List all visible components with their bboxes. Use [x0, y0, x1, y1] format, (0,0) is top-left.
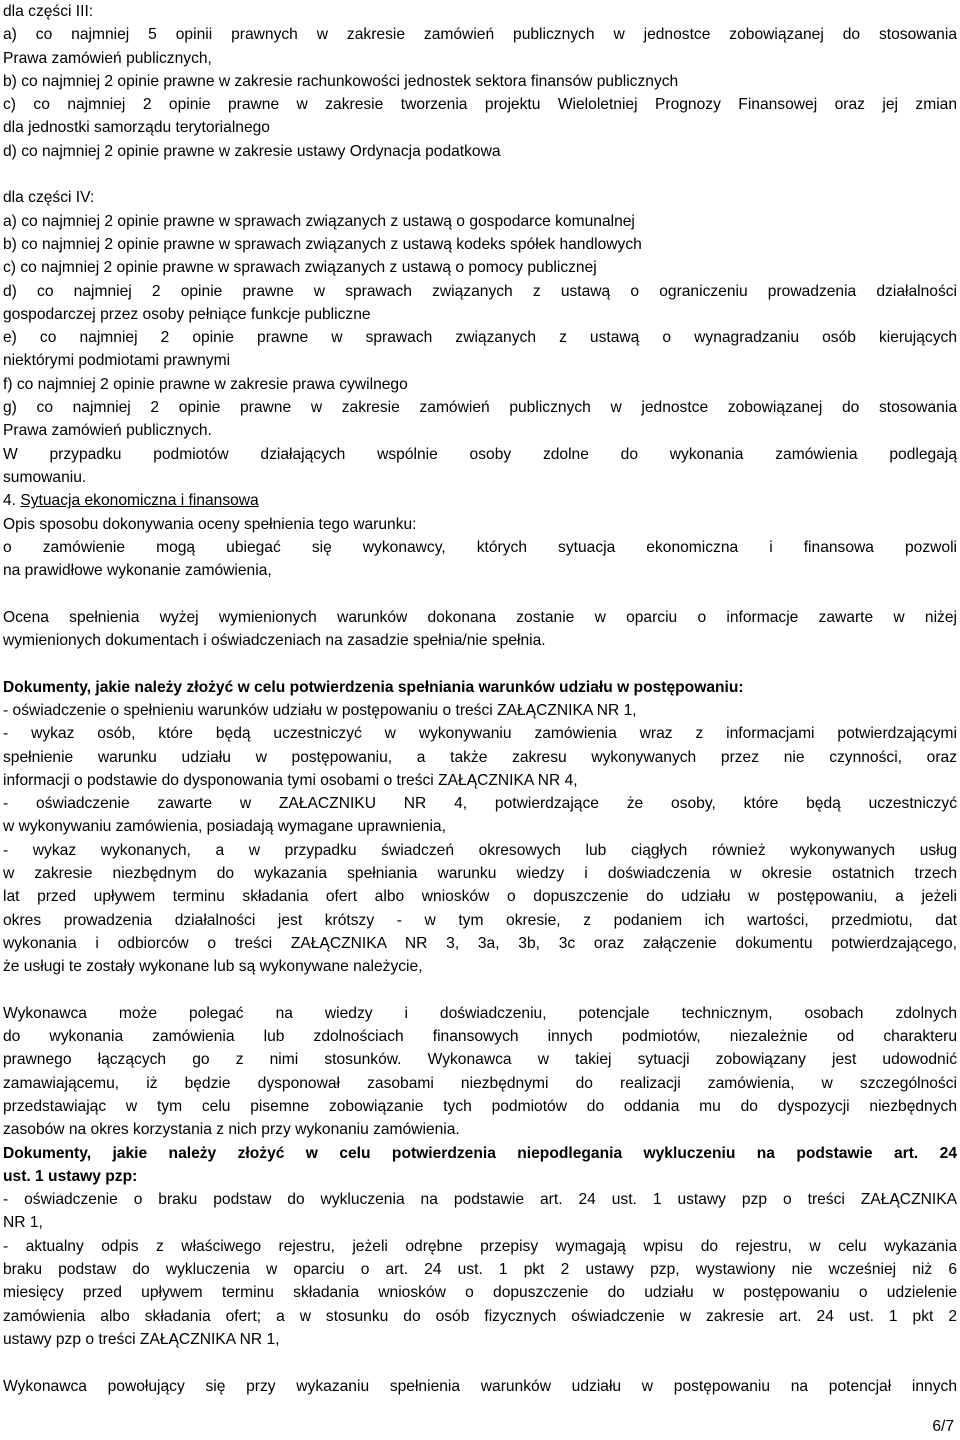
doc-exclusion-line-4: braku podstaw do wykluczenia w oparciu o art. 24 ust. 1 pkt 2 ustawy pzp, wystawiony nie wcześniej niż 6	[3, 1261, 957, 1279]
part4-line-g2: Prawa zamówień publicznych.	[3, 422, 212, 440]
doc-participation-line-7: - wykaz wykonanych, a w przypadku świadczeń okresowych lub ciągłych również wykonywanych usług	[3, 841, 957, 859]
reliance-line-4: zamawiającemu, iż będzie dysponował zasobami niezbędnymi do realizacji zamówienia, w szczególności	[3, 1074, 957, 1092]
section4-description-1: o zamówienie mogą ubiegać się wykonawcy, których sytuacja ekonomiczna i finansowa pozwoli	[3, 538, 957, 556]
reliance-line-6: zasobów na okres korzystania z nich przy wykonaniu zamówienia.	[3, 1121, 460, 1139]
documents-participation-heading: Dokumenty, jakie należy złożyć w celu potwierdzenia spełniania warunków udziału w postępowaniu:	[3, 678, 744, 696]
doc-exclusion-line-7: ustawy pzp o treści ZAŁĄCZNIKA NR 1,	[3, 1330, 280, 1348]
doc-exclusion-line-6: zamówienia albo składania ofert; a w stosunku do osób fizycznych oświadczenie w zakresie art. 24 ust. 1 pkt 2	[3, 1307, 957, 1325]
part4-consortium-1: W przypadku podmiotów działających wspólnie osoby zdolne do wykonania zamówienia podlegają	[3, 445, 957, 463]
doc-participation-line-8: w zakresie niezbędnym do wykazania spełniania warunku wiedzy i doświadczenia w okresie ostatnich trzech	[3, 864, 957, 882]
doc-participation-line-12: że usługi te zostały wykonane lub są wykonywane należycie,	[3, 958, 423, 976]
section4-description-2: na prawidłowe wykonanie zamówienia,	[3, 562, 272, 580]
reliance-line-2: do wykonania zamówienia lub zdolnościach finansowych innych podmiotów, niezależnie od charakteru	[3, 1028, 957, 1046]
doc-participation-line-10: okres prowadzenia działalności jest krótszy - w tym okresie, z podaniem ich wartości, przedmiotu, dat	[3, 911, 957, 929]
part3-line-a2: Prawa zamówień publicznych,	[3, 49, 212, 67]
spacer	[3, 582, 957, 605]
doc-participation-line-9: lat przed upływem terminu składania ofert albo wniosków o dopuszczenie do udziału w postępowaniu, a jeżeli	[3, 888, 957, 906]
section4-description-label: Opis sposobu dokonywania oceny spełnienia tego warunku:	[3, 515, 417, 533]
final-line: Wykonawca powołujący się przy wykazaniu spełnienia warunków udziału w postępowaniu na potencjał innych	[3, 1377, 957, 1395]
doc-participation-line-5: - oświadczenie zawarte w ZAŁACZNIKU NR 4, potwierdzające że osoby, które będą uczestniczyć	[3, 795, 957, 813]
doc-exclusion-line-1: - oświadczenie o braku podstaw do wykluczenia na podstawie art. 24 ust. 1 ustawy pzp o treści ZAŁĄCZNIKA	[3, 1191, 957, 1209]
part4-line-c: c) co najmniej 2 opinie prawne w sprawach związanych z ustawą o pomocy publicznej	[3, 259, 597, 277]
evaluation-line-1: Ocena spełnienia wyżej wymienionych warunków dokonana zostanie w oparciu o informacje zawarte w niżej	[3, 608, 957, 626]
doc-participation-line-2: - wykaz osób, które będą uczestniczyć w wykonywaniu zamówienia wraz z informacjami potwierdzającymi	[3, 725, 957, 743]
doc-exclusion-line-5: miesięcy przed upływem terminu składania wniosków o dopuszczenie do udziału w postępowaniu o udzielenie	[3, 1284, 957, 1302]
part4-line-f: f) co najmniej 2 opinie prawne w zakresie prawa cywilnego	[3, 375, 408, 393]
section4-number: 4.	[3, 492, 17, 510]
spacer	[3, 163, 957, 186]
reliance-line-3: prawnego łączących go z nimi stosunków. Wykonawca w takiej sytuacji zobowiązany jest udowodnić	[3, 1051, 957, 1069]
part4-heading: dla części IV:	[3, 189, 95, 207]
reliance-line-1: Wykonawca może polegać na wiedzy i doświadczeniu, potencjale technicznym, osobach zdolnych	[3, 1004, 957, 1022]
doc-exclusion-line-3: - aktualny odpis z właściwego rejestru, jeżeli odrębne przepisy wymagają wpisu do rejestru, w celu wykazania	[3, 1237, 957, 1255]
documents-exclusion-heading-1: Dokumenty, jakie należy złożyć w celu potwierdzenia niepodlegania wykluczeniu na podstawie art. 24	[3, 1144, 957, 1162]
part4-line-d2: gospodarczej przez osoby pełniące funkcje publiczne	[3, 305, 371, 323]
part3-line-c1: c) co najmniej 2 opinie prawne w zakresie tworzenia projektu Wieloletniej Prognozy Finansowej oraz jej zmian	[3, 96, 957, 114]
part3-line-a1: a) co najmniej 5 opinii prawnych w zakresie zamówień publicznych w jednostce zobowiązanej do stosowania	[3, 26, 957, 44]
part4-line-a: a) co najmniej 2 opinie prawne w sprawach związanych z ustawą o gospodarce komunalnej	[3, 212, 635, 230]
doc-participation-line-4: informacji o podstawie do dysponowania tymi osobami o treści ZAŁĄCZNIKA NR 4,	[3, 771, 578, 789]
doc-exclusion-line-2: NR 1,	[3, 1214, 43, 1232]
page-number: 6/7	[932, 1418, 954, 1435]
spacer	[3, 978, 957, 1001]
part4-line-g1: g) co najmniej 2 opinie prawne w zakresie zamówień publicznych w jednostce zobowiązanej do stosowania	[3, 399, 957, 417]
section4-title: Sytuacja ekonomiczna i finansowa	[20, 492, 259, 510]
part3-line-b: b) co najmniej 2 opinie prawne w zakresie rachunkowości jednostek sektora finansów publicznych	[3, 72, 679, 90]
documents-exclusion-heading-2: ust. 1 ustawy pzp:	[3, 1167, 138, 1185]
part4-line-e2: niektórymi podmiotami prawnymi	[3, 352, 231, 370]
part3-line-d: d) co najmniej 2 opinie prawne w zakresie ustawy Ordynacja podatkowa	[3, 142, 501, 160]
spacer	[3, 652, 957, 675]
section4-title-row	[3, 489, 957, 512]
part3-heading: dla części III:	[3, 3, 94, 20]
doc-participation-line-11: wykonania i odbiorców o treści ZAŁĄCZNIKA NR 3, 3a, 3b, 3c oraz załączenie dokumentu potwierdzającego,	[3, 934, 957, 952]
part4-line-e1: e) co najmniej 2 opinie prawne w sprawach związanych z ustawą o wynagradzaniu osób kierujących	[3, 329, 957, 347]
reliance-line-5: przedstawiając w tym celu pisemne zobowiązanie tych podmiotów do oddania mu do dyspozycji niezbędnych	[3, 1097, 957, 1115]
part4-line-b: b) co najmniej 2 opinie prawne w sprawach związanych z ustawą kodeks spółek handlowych	[3, 235, 642, 253]
part4-line-d1: d) co najmniej 2 opinie prawne w sprawach związanych z ustawą o ograniczeniu prowadzenia działalności	[3, 282, 957, 300]
spacer	[3, 1351, 957, 1374]
doc-participation-line-1: - oświadczenie o spełnieniu warunków udziału w postępowaniu o treści ZAŁĄCZNIKA NR 1,	[3, 701, 637, 719]
evaluation-line-2: wymienionych dokumentach i oświadczeniach na zasadzie spełnia/nie spełnia.	[3, 632, 546, 650]
doc-participation-line-6: w wykonywaniu zamówienia, posiadają wymagane uprawnienia,	[3, 818, 446, 836]
part4-consortium-2: sumowaniu.	[3, 468, 87, 486]
part3-line-c2: dla jednostki samorządu terytorialnego	[3, 119, 270, 137]
doc-participation-line-3: spełnienie warunku udziału w postępowaniu, a także zakresu wykonywanych przez nie czynności, oraz	[3, 748, 957, 766]
